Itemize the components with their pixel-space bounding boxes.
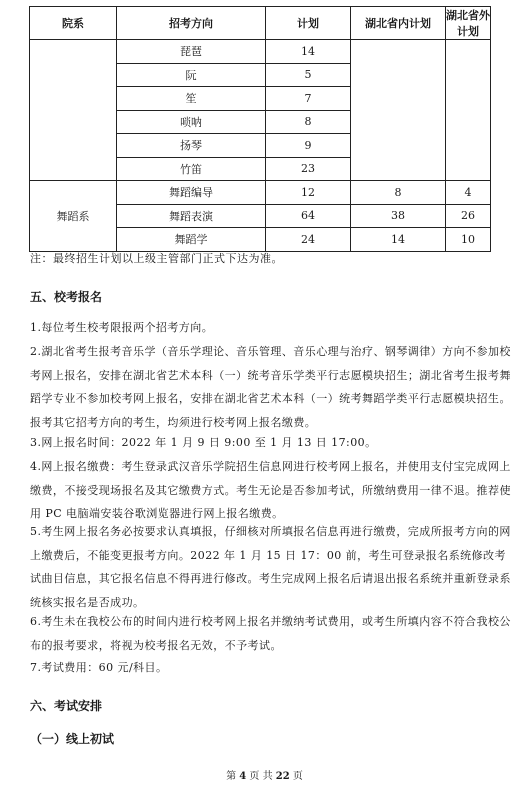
quota-cell: 5	[266, 63, 351, 87]
quota-cell: 9	[266, 134, 351, 158]
footer-total-pages: 22	[275, 771, 290, 782]
header-in-province: 湖北省内计划	[351, 7, 446, 40]
section-6-heading: 六、考试安排	[30, 699, 103, 713]
major-cell: 舞蹈表演	[117, 204, 266, 228]
item-2: 2.湖北省考生报考音乐学（音乐学理论、音乐管理、音乐心理与治疗、钢琴调律）方向不参加校考网上报名，安排在湖北省艺术本科（一）统考音乐学类平行志愿模块招生；湖北省考生报考舞蹈学专业不参加校考网上报名，安排在湖北省艺术本科（一）统考舞蹈学类平行志愿模块招生。报考其它招考方向的考生，均须进行校考网上报名缴费。	[30, 345, 511, 429]
out-province-cell: 10	[446, 228, 491, 252]
table-note: 注：最终招生计划以上级主管部门正式下达为准。	[30, 252, 283, 265]
footer-page-number: 4	[239, 771, 247, 782]
header-out-province: 湖北省外计划	[446, 7, 491, 40]
item-3: 3.网上报名时间：2022 年 1 月 9 日 9:00 至 1 月 13 日 17:00。	[30, 436, 377, 449]
in-province-cell: 8	[351, 181, 446, 205]
major-cell: 唢呐	[117, 110, 266, 134]
header-dept: 院系	[30, 7, 117, 40]
quota-cell: 8	[266, 110, 351, 134]
item-7: 7.考试费用：60 元/科目。	[30, 661, 168, 674]
enrollment-plan-table	[29, 6, 491, 252]
section-6-subheading: （一）线上初试	[30, 732, 115, 746]
item-6: 6.考生未在我校公布的时间内进行校考网上报名并缴纳考试费用，或考生所填内容不符合我校公布的报考要求，将视为校考报名无效，不予考试。	[30, 615, 511, 652]
footer-pre: 第	[226, 771, 237, 782]
major-cell: 扬琴	[117, 134, 266, 158]
header-major: 招考方向	[117, 7, 266, 40]
header-quota: 计划	[266, 7, 351, 40]
major-cell: 阮	[117, 63, 266, 87]
quota-cell: 14	[266, 40, 351, 64]
section-5-heading: 五、校考报名	[30, 290, 103, 304]
footer-post: 页	[292, 771, 303, 782]
in-province-cell: 14	[351, 228, 446, 252]
quota-cell: 24	[266, 228, 351, 252]
in-province-cell-blank	[351, 40, 446, 181]
dept-cell-dance: 舞蹈系	[30, 181, 117, 252]
item-5: 5.考生网上报名务必按要求认真填报，仔细核对所填报名信息再进行缴费，完成所报考方向的网上缴费后，不能变更报考方向。2022 年 1 月 15 日 17：00 前，考生可登录报名系统修改考试曲目信息，其它报名信息不得再进行修改。考生完成网上报名后请退出报名系统并重新登录系统核实报名是否成功。	[30, 525, 511, 609]
quota-cell: 12	[266, 181, 351, 205]
major-cell: 舞蹈编导	[117, 181, 266, 205]
out-province-cell: 4	[446, 181, 491, 205]
dept-cell-blank	[30, 40, 117, 181]
table-row	[30, 40, 491, 64]
major-cell: 笙	[117, 87, 266, 111]
table-row	[30, 181, 491, 205]
quota-cell: 23	[266, 157, 351, 181]
item-4: 4.网上报名缴费：考生登录武汉音乐学院招生信息网进行校考网上报名，并使用支付宝完成网上缴费，不接受现场报名及其它缴费方式。考生无论是否参加考试，所缴纳费用一律不退。推荐使用 PC 电脑端安装谷歌浏览器进行网上报名缴费。	[30, 460, 511, 520]
out-province-cell-blank	[446, 40, 491, 181]
major-cell: 琵琶	[117, 40, 266, 64]
item-1: 1.每位考生校考限报两个招考方向。	[30, 321, 214, 334]
quota-cell: 7	[266, 87, 351, 111]
out-province-cell: 26	[446, 204, 491, 228]
table-header-row	[30, 7, 491, 40]
footer-mid: 页 共	[249, 771, 273, 782]
page-footer	[0, 767, 529, 782]
major-cell: 舞蹈学	[117, 228, 266, 252]
quota-cell: 64	[266, 204, 351, 228]
in-province-cell: 38	[351, 204, 446, 228]
major-cell: 竹笛	[117, 157, 266, 181]
